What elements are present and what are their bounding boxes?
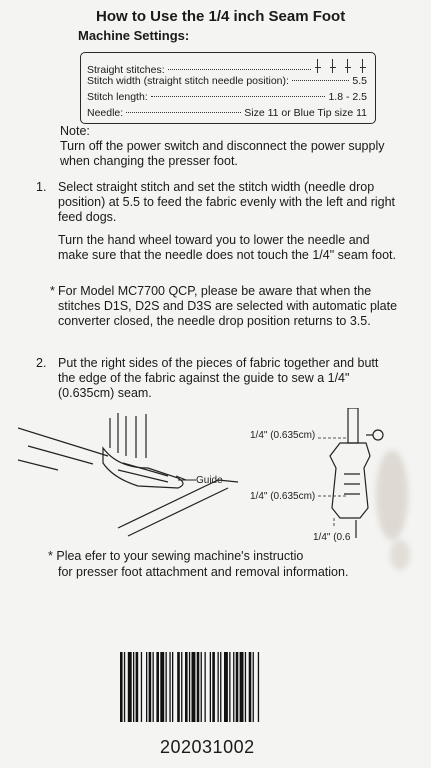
- footnote: [48, 548, 398, 580]
- footnote-star: *: [48, 549, 53, 563]
- footnote-line1: Plea efer to your sewing machine's instructio: [56, 549, 304, 563]
- measure-label-2: 1/4" (0.635cm): [250, 491, 316, 502]
- barcode-bar: [166, 652, 167, 722]
- stitch-symbol-icon: [314, 59, 322, 73]
- barcode-bar: [253, 652, 254, 722]
- step2-number: 2.: [36, 356, 47, 370]
- barcode-bar: [153, 652, 154, 722]
- barcode: [120, 652, 300, 722]
- measure-label-3: 1/4" (0.6: [313, 532, 351, 543]
- model-note: For Model MC7700 QCP, please be aware that when the stitches D1S, D2S and D3S are selected with automatic plate converter closed, the needle drop position returns to 3.5.: [58, 284, 398, 328]
- note-label: Note:: [60, 124, 90, 138]
- barcode-bar: [128, 652, 132, 722]
- barcode-bar: [133, 652, 134, 722]
- barcode-bar: [120, 652, 123, 722]
- barcode-bar: [192, 652, 196, 722]
- leader-dots: [126, 112, 241, 113]
- barcode-bar: [185, 652, 188, 722]
- leader-dots: [151, 96, 326, 97]
- barcode-bar: [249, 652, 252, 722]
- barcode-bar: [169, 652, 170, 722]
- setting-row-width: [87, 75, 367, 91]
- setting-row-straight: [87, 59, 367, 75]
- step1-text: Select straight stitch and set the stitch width (needle drop position) at 5.5 to feed the fabric evenly with the left and right feed dogs.: [58, 180, 396, 224]
- setting-value: 5.5: [352, 75, 367, 87]
- leader-dots: [292, 80, 349, 81]
- setting-label: Needle:: [87, 107, 124, 119]
- setting-value: 1.8 - 2.5: [328, 91, 367, 103]
- settings-heading: Machine Settings:: [78, 28, 190, 43]
- barcode-bar: [220, 652, 221, 722]
- leader-dots: [168, 69, 311, 70]
- barcode-bar: [233, 652, 234, 722]
- barcode-bar: [177, 652, 180, 722]
- stitch-symbol-icon: [359, 59, 367, 73]
- barcode-bar: [258, 652, 259, 722]
- measure-label-1: 1/4" (0.635cm): [250, 430, 316, 441]
- stitch-symbol-icon: [329, 59, 337, 73]
- barcode-bar: [146, 652, 147, 722]
- barcode-bar: [229, 652, 230, 722]
- setting-row-needle: [87, 107, 367, 123]
- step2-text: Put the right sides of the pieces of fabric together and butt the edge of the fabric against the guide to sew a 1/4" (0.635cm) seam.: [58, 356, 379, 400]
- straight-stitch-icons: [314, 59, 367, 73]
- sewing-foot-right-illustration: [330, 408, 383, 538]
- page-title: How to Use the 1/4 inch Seam Foot: [96, 8, 346, 25]
- step1-text2: Turn the hand wheel toward you to lower the needle and make sure that the needle does not touch the 1/4" seam foot.: [58, 233, 396, 262]
- barcode-bar: [245, 652, 246, 722]
- barcode-bar: [224, 652, 228, 722]
- seam-foot-diagram: [18, 408, 418, 548]
- setting-value: Size 11 or Blue Tip size 11: [244, 107, 367, 119]
- paper-stain: [376, 450, 408, 540]
- barcode-bar: [201, 652, 202, 722]
- setting-row-length: [87, 91, 367, 107]
- barcode-bar: [172, 652, 173, 722]
- note-text: Turn off the power switch and disconnect the power supply when changing the presser foot.: [60, 139, 385, 168]
- setting-label: Stitch length:: [87, 91, 148, 103]
- barcode-bar: [156, 652, 159, 722]
- step1-number: 1.: [36, 180, 47, 194]
- setting-label: Stitch width (straight stitch needle position):: [87, 75, 289, 87]
- barcode-bar: [218, 652, 219, 722]
- model-note-star: *: [50, 284, 55, 298]
- barcode-bar: [236, 652, 239, 722]
- barcode-bar: [205, 652, 206, 722]
- stitch-symbol-icon: [344, 59, 352, 73]
- barcode-bar: [189, 652, 190, 722]
- footnote-line2: for presser foot attachment and removal information.: [58, 565, 349, 579]
- barcode-bar: [197, 652, 200, 722]
- barcode-bar: [136, 652, 139, 722]
- barcode-bar: [212, 652, 215, 722]
- setting-label: Straight stitches:: [87, 64, 165, 76]
- barcode-bar: [149, 652, 152, 722]
- barcode-bar: [210, 652, 211, 722]
- barcode-number: 202031002: [160, 737, 255, 757]
- guide-label: Guide: [196, 475, 223, 486]
- barcode-bar: [160, 652, 164, 722]
- machine-settings-box: [80, 52, 376, 124]
- barcode-bar: [181, 652, 182, 722]
- barcode-bar: [240, 652, 244, 722]
- barcode-bar: [124, 652, 125, 722]
- barcode-bar: [141, 652, 142, 722]
